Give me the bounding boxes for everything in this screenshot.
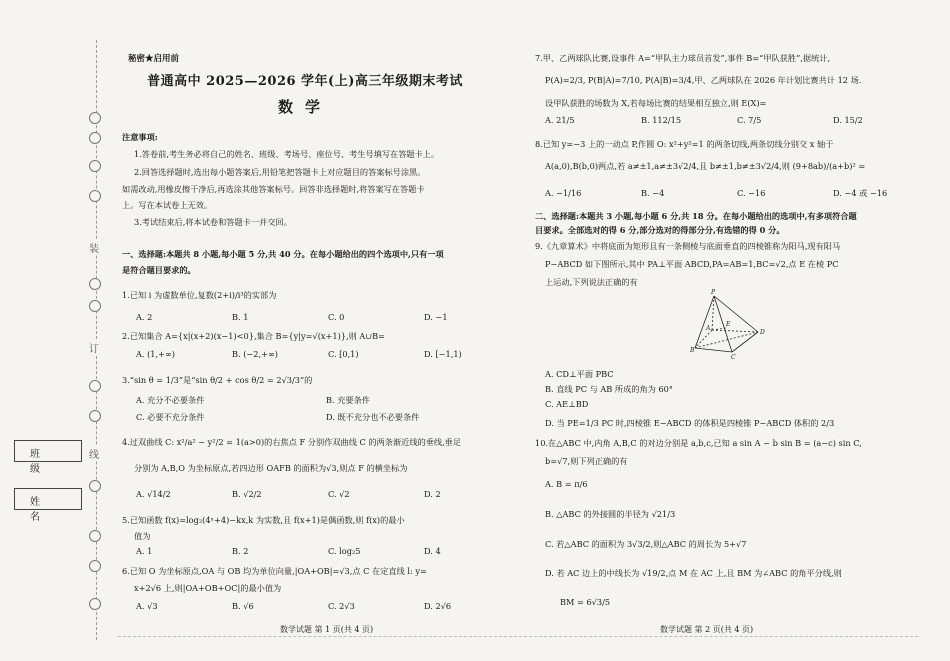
section1-heading-cont: 是符合题目要求的。 (122, 265, 196, 275)
q1-option-a[interactable]: A. 2 (136, 312, 153, 322)
q8-stem: 8.已知 y=−3 上的一动点 P,作圆 O: x²+y²=1 的两条切线,两条切线分别交 x 轴于 (535, 139, 834, 149)
binding-hole (89, 598, 101, 610)
q5-option-d[interactable]: D. 4 (424, 546, 441, 556)
binding-hole (89, 132, 101, 144)
q1-stem: 1.已知 i 为虚数单位,复数(2+i)/i³的实部为 (122, 290, 277, 300)
vertex-label-b: B (690, 347, 695, 354)
q8-option-a[interactable]: A. −1/16 (545, 188, 582, 198)
q4-stem: 4.过双曲线 C: x²/a² − y²/2 = 1(a>0)的右焦点 F 分别作双曲线 C 的两条渐近线的垂线,垂足 (122, 437, 462, 447)
class-field[interactable] (14, 440, 82, 475)
q1-option-d[interactable]: D. −1 (424, 312, 448, 322)
q8-option-d[interactable]: D. −4 或 −16 (833, 188, 888, 198)
binding-char: 线 (89, 446, 99, 461)
q4-option-b[interactable]: B. √2/2 (232, 489, 262, 499)
class-label: 班 级 (30, 449, 50, 475)
binding-hole (89, 560, 101, 572)
edge-bc (695, 348, 732, 352)
exam-title: 普通高中 2025—2026 学年(上)高三年级期末考试 (147, 74, 463, 89)
q4-option-c[interactable]: C. √2 (328, 489, 350, 499)
q5-option-c[interactable]: C. log₂5 (328, 546, 361, 556)
q6-stem-cont: x+2√6 上,则|OA+OB+OC|的最小值为 (134, 583, 282, 593)
notes-line: 3.考试结束后,将本试卷和答题卡一并交回。 (134, 217, 292, 227)
q7-option-c[interactable]: C. 7/5 (737, 115, 762, 125)
q7-option-a[interactable]: A. 21/5 (545, 115, 575, 125)
q5-option-a[interactable]: A. 1 (136, 546, 153, 556)
binding-hole (89, 278, 101, 290)
q4-option-a[interactable]: A. √14/2 (136, 489, 171, 499)
q7-option-b[interactable]: B. 112/15 (641, 115, 682, 125)
edge-ab (695, 330, 712, 348)
q6-option-b[interactable]: B. √6 (232, 601, 254, 611)
segment-ae (712, 328, 726, 330)
q10-option-b[interactable]: B. △ABC 的外接圆的半径为 √21/3 (545, 509, 676, 519)
q3-option-a[interactable]: A. 充分不必要条件 (136, 395, 205, 405)
q3-options-row2 (136, 411, 516, 423)
binding-hole (89, 480, 101, 492)
q7-stem: 7.甲、乙两球队比赛,设事件 A=“甲队主力球员首发”,事件 B=“甲队获胜”,据统计, (535, 53, 831, 63)
q6-option-a[interactable]: A. √3 (136, 601, 158, 611)
confidential-mark: 秘密★启用前 (128, 54, 180, 64)
pyramid-figure (690, 288, 770, 360)
edge-cd (732, 332, 758, 352)
edge-pd (714, 296, 758, 332)
q4-options (136, 488, 520, 500)
q10-option-d-cont: BM = 6√3/5 (560, 597, 611, 607)
q6-option-d[interactable]: D. 2√6 (424, 601, 452, 611)
q10-stem: 10.在△ABC 中,内角 A,B,C 的对边分别是 a,b,c,已知 a sin A − b sin B = (a−c) sin C, (535, 438, 862, 448)
q6-option-c[interactable]: C. 2√3 (328, 601, 355, 611)
q6-stem: 6.已知 O 为坐标原点,OA 与 OB 均为单位向量,|OA+OB|=√3,点 C 在定直线 l: y= (122, 566, 427, 576)
q8-stem-cont: A(a,0),B(b,0)两点,若 a≠±1,a≠±3√2/4,且 b≠±1,b≠±3√2/4,则 (9+8ab)/(a+b)² = (545, 161, 866, 171)
q2-option-d[interactable]: D. [−1,1) (424, 349, 462, 359)
q3-option-d[interactable]: D. 既不充分也不必要条件 (326, 412, 420, 422)
binding-hole (89, 112, 101, 124)
q9-stem-cont: 上运动,下列说法正确的有 (545, 277, 638, 287)
binding-hole (89, 300, 101, 312)
binding-hole (89, 160, 101, 172)
name-label: 姓 名 (30, 497, 50, 523)
notes-line: 1.答卷前,考生务必将自己的姓名、班级、考场号、座位号、考生号填写在答题卡上。 (134, 149, 440, 159)
q9-stem-cont: P−ABCD 如下图所示,其中 PA⊥平面 ABCD,PA=AB=1,BC=√2,点 E 在棱 PC (545, 259, 839, 269)
notes-line: 2.回答选择题时,选出每小题答案后,用铅笔把答题卡上对应题目的答案标号涂黑。 (134, 167, 426, 177)
q5-stem: 5.已知函数 f(x)=log₂(4ˣ+4)−kx,k 为实数,且 f(x+1)是偶函数,则 f(x)的最小 (122, 515, 405, 525)
page-footer-left: 数学试题 第 1 页(共 4 页) (280, 625, 374, 634)
q7-option-d[interactable]: D. 15/2 (833, 115, 863, 125)
q7-stem-cont: P(A)=2/3, P(B|A)=7/10, P(A|B)=3/4,甲、乙两球队在 2026 年计划比赛共计 12 场. (545, 75, 862, 85)
q3-option-c[interactable]: C. 必要不充分条件 (136, 412, 205, 422)
notes-heading: 注意事项: (122, 132, 158, 142)
q9-option-b[interactable]: B. 直线 PC 与 AB 所成的角为 60° (545, 384, 673, 394)
binding-char: 装 (89, 240, 99, 255)
q2-options (136, 348, 520, 360)
q8-options (545, 187, 929, 199)
q10-option-a[interactable]: A. B = π/6 (545, 479, 588, 489)
q10-option-c[interactable]: C. 若△ABC 的面积为 3√3/2,则△ABC 的周长为 5+√7 (545, 539, 747, 549)
vertex-label-a: A (706, 325, 711, 332)
q5-stem-cont: 值为 (134, 531, 151, 541)
notes-line: 上。写在本试卷上无效。 (122, 200, 213, 210)
q8-option-c[interactable]: C. −16 (737, 188, 766, 198)
q2-option-c[interactable]: C. [0,1) (328, 349, 359, 359)
q2-stem: 2.已知集合 A={x|(x+2)(x−1)<0},集合 B={y|y=√(x+1)},则 A∪B= (122, 331, 386, 341)
q8-option-b[interactable]: B. −4 (641, 188, 665, 198)
vertex-label-c: C (731, 354, 736, 360)
q1-options (136, 311, 520, 323)
vertex-label-p: P (711, 289, 716, 296)
q6-options (136, 600, 520, 612)
section2-heading: 二、选择题:本题共 3 小题,每小题 6 分,共 18 分。在每小题给出的选项中,有多项符合题 (535, 211, 857, 221)
vertex-label-e: E (726, 321, 731, 328)
q4-stem-cont: 分别为 A,B,O 为坐标原点,若四边形 OAFB 的面积为√3,则点 F 的横坐标为 (134, 463, 408, 473)
subject-title: 数学 (277, 98, 332, 116)
q7-options (545, 114, 929, 126)
bottom-dashed-rule (118, 636, 918, 637)
binding-hole (89, 380, 101, 392)
q3-option-b[interactable]: B. 充要条件 (326, 395, 370, 405)
q1-option-b[interactable]: B. 1 (232, 312, 249, 322)
q2-option-a[interactable]: A. (1,+∞) (136, 349, 175, 359)
binding-char: 订 (89, 340, 99, 355)
q10-option-d[interactable]: D. 若 AC 边上的中线长为 √19/2,点 M 在 AC 上,且 BM 为∠ABC 的角平分线,则 (545, 568, 842, 578)
binding-hole (89, 410, 101, 422)
q9-stem: 9.《九章算术》中将底面为矩形且有一条侧棱与底面垂直的四棱锥称为阳马,现有阳马 (535, 241, 841, 251)
q4-option-d[interactable]: D. 2 (424, 489, 441, 499)
binding-hole (89, 190, 101, 202)
q2-option-b[interactable]: B. (−2,+∞) (232, 349, 278, 359)
q5-option-b[interactable]: B. 2 (232, 546, 249, 556)
q3-stem: 3.“sin θ = 1/3”是“sin θ/2 + cos θ/2 = 2√3/3”的 (122, 375, 313, 385)
q9-option-d[interactable]: D. 当 PE=1/3 PC 时,四棱锥 E−ABCD 的体积是四棱锥 P−ABCD 体积的 2/3 (545, 418, 835, 428)
q9-option-c[interactable]: C. AE⊥BD (545, 399, 589, 409)
q10-stem-cont: b=√7,则下列正确的有 (545, 456, 628, 466)
notes-line: 如需改动,用橡皮擦干净后,再选涂其他答案标号。回答非选择题时,将答案写在答题卡 (122, 184, 425, 194)
name-field[interactable] (14, 488, 82, 523)
edge-ad (712, 330, 758, 332)
q1-option-c[interactable]: C. 0 (328, 312, 345, 322)
page-footer-right: 数学试题 第 2 页(共 4 页) (660, 625, 754, 634)
binding-hole (89, 530, 101, 542)
section2-heading-cont: 目要求。全部选对的得 6 分,部分选对的得部分分,有选错的得 0 分。 (535, 225, 785, 235)
q3-options-row1 (136, 394, 516, 406)
q9-option-a[interactable]: A. CD⊥平面 PBC (545, 369, 614, 379)
q7-stem-cont: 设甲队获胜的场数为 X,若每场比赛的结果相互独立,则 E(X)= (545, 98, 767, 108)
q5-options (136, 545, 520, 557)
edge-pb (695, 296, 714, 348)
vertex-label-d: D (760, 329, 765, 336)
section1-heading: 一、选择题:本题共 8 小题,每小题 5 分,共 40 分。在每小题给出的四个选项中,只有一项 (122, 249, 444, 259)
